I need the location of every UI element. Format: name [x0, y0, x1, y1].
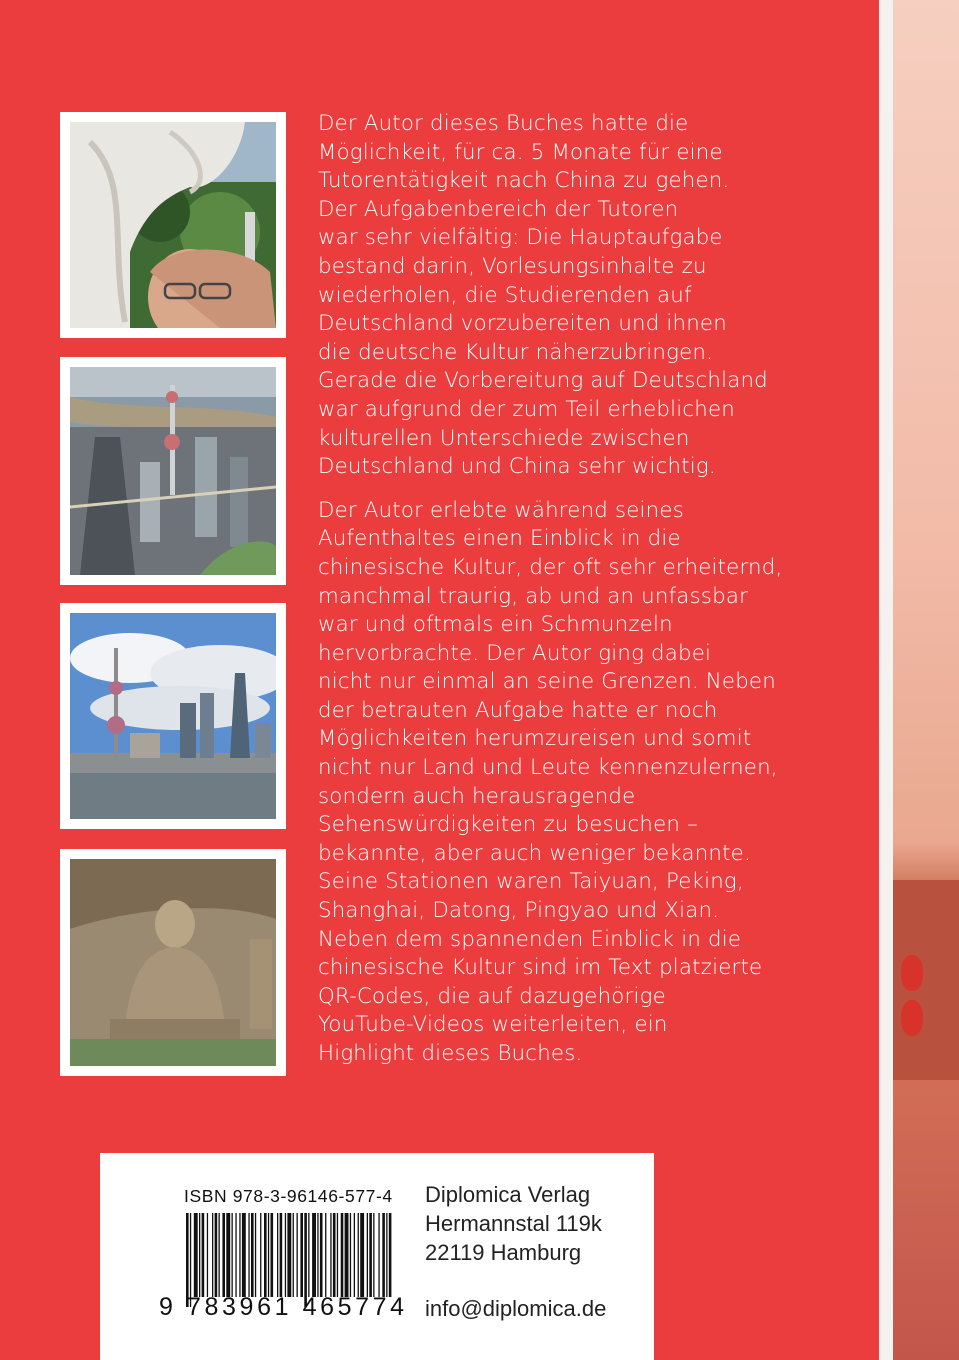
barcode-digits: 9 783961 465774: [159, 1293, 408, 1321]
publisher-name: Diplomica Verlag: [425, 1182, 591, 1207]
blurb-paragraph-1: Der Autor dieses Buches hatte die Möglichkeit, für ca. 5 Monate für eine Tutorentätigkeit nach China zu gehen. Der Aufgabenbereich der Tutoren war sehr vielfältig: Die Hauptaufgabe bestand darin, Vorlesungsinhalte zu wiederholen, die Studierenden auf Deutschland vorzubereiten und ihnen die deutsche Kultur näherzubringen. Gerade die Vorbereitung auf Deutschland war aufgrund der zum Teil erheblichen kulturellen Unterschiede zwischen Deutschland und China sehr wichtig.: [318, 111, 768, 480]
publisher-street: Hermannstal 119k: [425, 1211, 602, 1236]
publisher-address: [425, 1180, 602, 1267]
photo-shanghai-aerial: [60, 357, 286, 585]
photo-image: [70, 859, 276, 1066]
back-cover-blurb: [318, 110, 858, 1084]
photo-buddha-grotto: [60, 849, 286, 1076]
isbn-label: ISBN 978-3-96146-577-4: [184, 1186, 393, 1206]
publisher-info-box: [100, 1153, 654, 1360]
publisher-city: 22119 Hamburg: [425, 1240, 582, 1265]
front-cover-edge: [893, 0, 959, 1360]
publisher-email: info@diplomica.de: [425, 1296, 607, 1321]
photo-author-selfie: [60, 112, 286, 338]
lantern-icon: [901, 955, 923, 991]
lantern-icon: [901, 1000, 923, 1036]
photo-image: [70, 613, 276, 819]
photo-shanghai-skyline: [60, 603, 286, 829]
photo-image: [70, 367, 276, 575]
spine-gap: [879, 0, 893, 1360]
photo-image: [70, 122, 276, 328]
blurb-paragraph-2: Der Autor erlebte während seines Aufenthaltes einen Einblick in die chinesische Kultur, der oft sehr erheiternd, manchmal traurig, ab und an unfassbar war und oftmals ein Schmunzeln hervorbrachte. Der Autor ging dabei nicht nur einmal an seine Grenzen. Neben der betrauten Aufgabe hatte er noch Möglichkeiten herumzureisen und somit nicht nur Land und Leute kennenzulernen, sondern auch herausragende Sehenswürdigkeiten zu besuchen – bekannte, aber auch weniger bekannte. Seine Stationen waren Taiyuan, Peking, Shanghai, Datong, Pingyao und Xian. Neben dem spannenden Einblick in die chinesische Kultur sind im Text platzierte QR-Codes, die auf dazugehörige YouTube-Videos weiterleiten, ein Highlight dieses Buches.: [318, 497, 783, 1066]
